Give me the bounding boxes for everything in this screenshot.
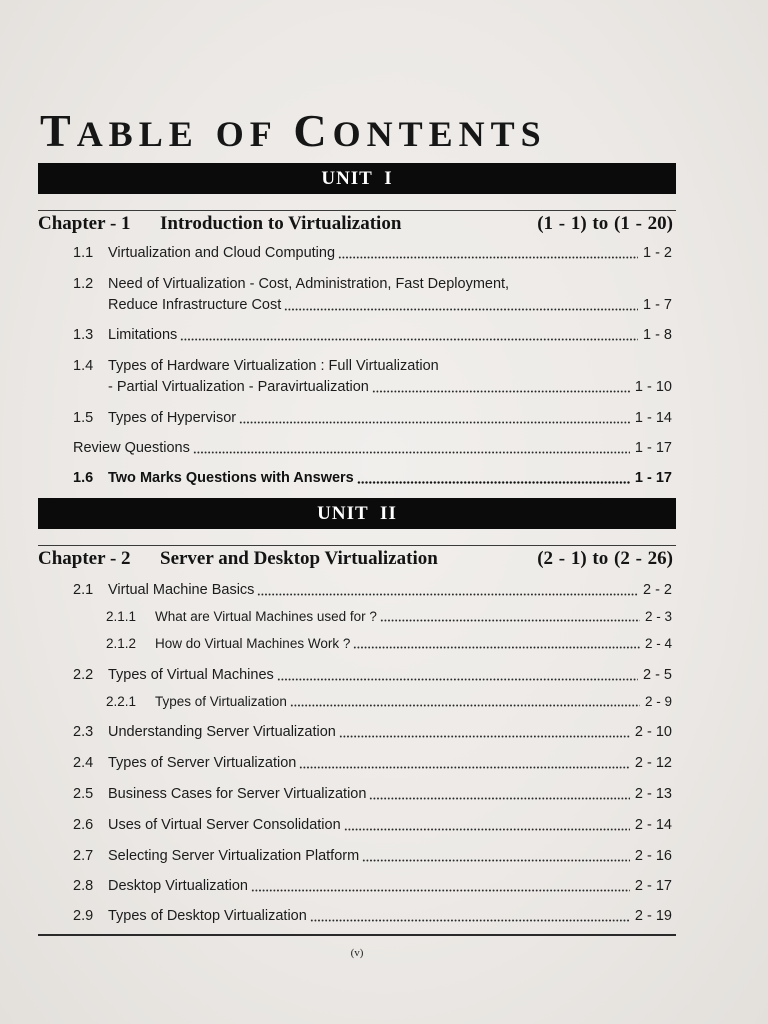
- section-title-continued: - Partial Virtualization - Paravirtualization: [108, 379, 369, 395]
- section-title: Types of Desktop Virtualization: [108, 908, 307, 924]
- section-title: Virtual Machine Basics: [108, 582, 255, 598]
- entry-line: [108, 580, 672, 600]
- page-number: 2 - 16: [634, 848, 672, 864]
- entry-line: [108, 846, 672, 866]
- toc-entry-continuation: [73, 377, 672, 397]
- page-number: 1 - 14: [634, 410, 672, 426]
- dot-leader: [251, 876, 630, 896]
- entry-line: [108, 356, 672, 376]
- entry-line: [108, 665, 672, 685]
- section-title-continued: Reduce Infrastructure Cost: [108, 297, 282, 313]
- chapter-2-heading: [38, 548, 673, 570]
- toc-subentry: [106, 635, 672, 653]
- chapter-page-range: (2 - 1) to (2 - 26): [537, 548, 673, 569]
- section-title: Types of Hardware Virtualization : Full Virtualization: [108, 358, 439, 374]
- section-title: Business Cases for Server Virtualization: [108, 786, 367, 802]
- entry-line: [108, 295, 672, 315]
- section-number: 1.2: [73, 276, 94, 292]
- toc-entry-review-questions: [73, 438, 672, 458]
- chapter-1-heading: [38, 213, 673, 235]
- toc-entry: [73, 846, 672, 866]
- chapter-title: Introduction to Virtualization: [160, 213, 402, 234]
- page-number: 2 - 14: [634, 817, 672, 833]
- entry-line: [108, 274, 672, 294]
- dot-leader: [338, 243, 638, 263]
- entry-line: [108, 753, 672, 773]
- section-number: 2.9: [73, 908, 94, 924]
- dot-leader: [339, 722, 630, 742]
- section-number: 2.2: [73, 667, 94, 683]
- section-number: 2.5: [73, 786, 94, 802]
- section-number: 2.3: [73, 724, 94, 740]
- entry-line: [108, 876, 672, 896]
- unit-2-banner: [38, 498, 676, 529]
- section-number: 1.1: [73, 245, 94, 261]
- section-number: 1.4: [73, 358, 94, 374]
- section-title: Virtualization and Cloud Computing: [108, 245, 336, 261]
- dot-leader: [344, 815, 630, 835]
- subsection-number: 2.2.1: [106, 694, 137, 709]
- chapter-page-range: (1 - 1) to (1 - 20): [537, 213, 673, 234]
- subsection-title: How do Virtual Machines Work ?: [155, 636, 351, 651]
- section-title: Types of Server Virtualization: [108, 755, 297, 771]
- entry-line: [155, 608, 672, 626]
- title-small-caps: ONTENTS: [332, 114, 547, 154]
- toc-entry-continuation: [73, 295, 672, 315]
- section-title: Two Marks Questions with Answers: [108, 470, 354, 486]
- dot-leader: [277, 665, 638, 685]
- page-number: 1 - 17: [634, 440, 672, 456]
- toc-entry: [73, 274, 672, 294]
- section-number: 1.3: [73, 327, 94, 343]
- page-number: 1 - 7: [642, 297, 672, 313]
- dot-leader: [299, 753, 630, 773]
- page-number: 2 - 10: [634, 724, 672, 740]
- chapter-label: Chapter - 1: [38, 213, 131, 234]
- title-initial: C: [293, 105, 333, 156]
- section-title: Uses of Virtual Server Consolidation: [108, 817, 341, 833]
- entry-line: [108, 243, 672, 263]
- toc-entry: [73, 876, 672, 896]
- section-title: Review Questions: [73, 440, 190, 456]
- subsection-title: Types of Virtualization: [155, 694, 287, 709]
- page-title: [40, 106, 547, 159]
- page-number: 2 - 13: [634, 786, 672, 802]
- dot-leader: [284, 295, 638, 315]
- dot-leader: [362, 846, 630, 866]
- dot-leader: [372, 377, 630, 397]
- toc-entry: [73, 356, 672, 376]
- dot-leader: [239, 408, 630, 428]
- dot-leader: [353, 635, 640, 653]
- page-number: 2 - 5: [642, 667, 672, 683]
- section-number: 2.6: [73, 817, 94, 833]
- unit-label: UNIT I: [321, 168, 393, 189]
- toc-entry: [73, 580, 672, 600]
- page-number: 1 - 17: [634, 470, 672, 486]
- section-number: 1.5: [73, 410, 94, 426]
- toc-entry: [73, 815, 672, 835]
- entry-line: [108, 468, 672, 488]
- page-number-footer: (v): [350, 947, 364, 959]
- subsection-title: What are Virtual Machines used for ?: [155, 609, 377, 624]
- entry-line: [108, 377, 672, 397]
- entry-line: [108, 815, 672, 835]
- section-number: 2.1: [73, 582, 94, 598]
- page-number: 2 - 17: [634, 878, 672, 894]
- chapter-label: Chapter - 2: [38, 548, 131, 569]
- toc-entry: [73, 784, 672, 804]
- section-title: Desktop Virtualization: [108, 878, 248, 894]
- section-title: Selecting Server Virtualization Platform: [108, 848, 360, 864]
- page-number: 2 - 4: [644, 636, 672, 651]
- entry-line: [108, 906, 672, 926]
- toc-entry: [73, 906, 672, 926]
- entry-line: [73, 438, 672, 458]
- toc-entry: [73, 243, 672, 263]
- title-initial: T: [40, 105, 77, 156]
- entry-line: [155, 635, 672, 653]
- title-small-caps: OF: [215, 114, 277, 154]
- entry-line: [155, 693, 672, 711]
- entry-line: [108, 722, 672, 742]
- title-small-caps: ABLE: [76, 114, 199, 154]
- dot-leader: [257, 580, 638, 600]
- page-number: 2 - 3: [644, 609, 672, 624]
- toc-entry: [73, 408, 672, 428]
- page-number: 2 - 2: [642, 582, 672, 598]
- dot-leader: [369, 784, 629, 804]
- toc-subentry: [106, 693, 672, 711]
- section-number: 2.7: [73, 848, 94, 864]
- toc-entry: [73, 722, 672, 742]
- toc-subentry: [106, 608, 672, 626]
- section-title: Types of Hypervisor: [108, 410, 237, 426]
- entry-line: [108, 325, 672, 345]
- section-number: 1.6: [73, 470, 94, 486]
- page-number: 1 - 2: [642, 245, 672, 261]
- section-title: Need of Virtualization - Cost, Administration, Fast Deployment,: [108, 276, 510, 292]
- section-title: Types of Virtual Machines: [108, 667, 274, 683]
- section-title: Limitations: [108, 327, 178, 343]
- page-number: 1 - 8: [642, 327, 672, 343]
- dot-leader: [193, 438, 630, 458]
- chapter-divider: [38, 545, 676, 546]
- section-number: 2.4: [73, 755, 94, 771]
- unit-label: UNIT II: [317, 503, 397, 524]
- dot-leader: [180, 325, 638, 345]
- toc-entry: [73, 468, 672, 488]
- dot-leader: [310, 906, 630, 926]
- section-title: Understanding Server Virtualization: [108, 724, 336, 740]
- subsection-number: 2.1.2: [106, 636, 137, 651]
- chapter-title: Server and Desktop Virtualization: [160, 548, 438, 569]
- entry-line: [108, 408, 672, 428]
- chapter-divider: [38, 210, 676, 211]
- unit-1-banner: [38, 163, 676, 194]
- dot-leader: [290, 693, 640, 711]
- dot-leader: [357, 468, 630, 488]
- subsection-number: 2.1.1: [106, 609, 137, 624]
- toc-entry: [73, 325, 672, 345]
- page-number: 2 - 9: [644, 694, 672, 709]
- page-number: 1 - 10: [634, 379, 672, 395]
- section-number: 2.8: [73, 878, 94, 894]
- toc-entry: [73, 665, 672, 685]
- entry-line: [108, 784, 672, 804]
- toc-entry: [73, 753, 672, 773]
- footer-divider: [38, 934, 676, 936]
- page-number: 2 - 12: [634, 755, 672, 771]
- page-number: 2 - 19: [634, 908, 672, 924]
- dot-leader: [380, 608, 640, 626]
